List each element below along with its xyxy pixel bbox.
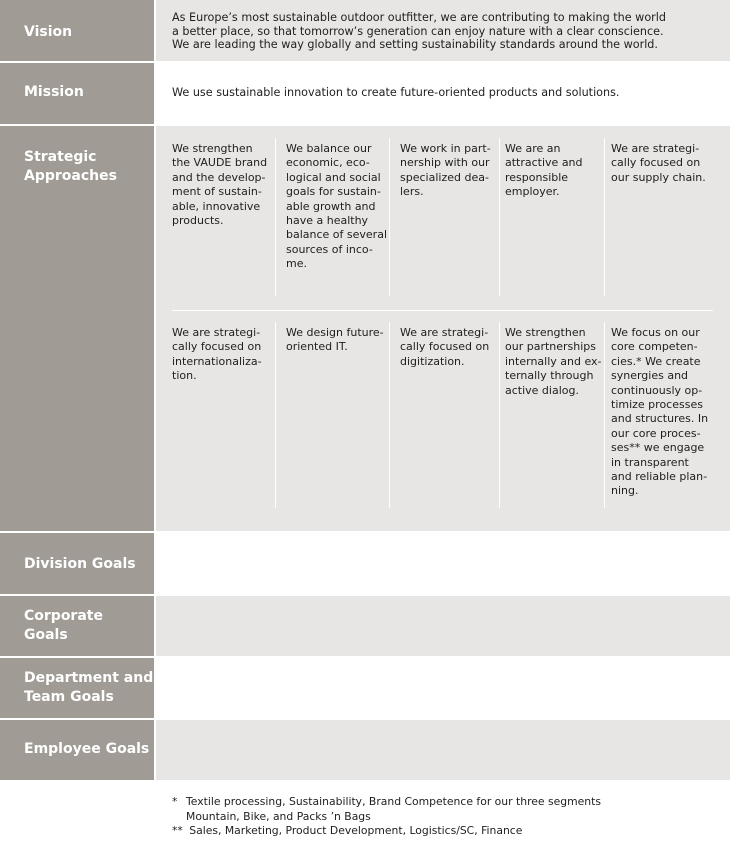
employee-label <box>0 720 154 780</box>
approach-line: responsible <box>505 170 569 184</box>
footnote-2-mark: ** <box>172 824 183 837</box>
column-divider <box>389 322 390 508</box>
approach-digitization <box>400 326 500 369</box>
approach-line: in transparent <box>611 455 689 469</box>
approach-line: our core proces- <box>611 426 701 440</box>
approach-line: goals for sustain- <box>286 185 381 199</box>
division-label-text: Division Goals <box>24 556 136 572</box>
approach-line: our partnerships <box>505 340 597 354</box>
approach-line: lers. <box>400 185 424 199</box>
strategic-label <box>0 126 154 531</box>
approach-line: cally focused on <box>611 156 701 170</box>
approach-line: We are strategi- <box>611 142 700 155</box>
corporate-label-line: Corporate <box>24 608 103 624</box>
division-content <box>156 533 730 594</box>
approach-line: and structures. In <box>611 412 709 426</box>
approach-line: cally focused on <box>400 340 490 354</box>
approach-balance <box>286 142 390 272</box>
approach-line: cally focused on <box>172 340 262 354</box>
approach-line: employer. <box>505 185 560 199</box>
approach-line: active dialog. <box>505 383 579 397</box>
footnote-1-mark: * <box>172 795 178 808</box>
approach-core-competencies <box>611 326 715 499</box>
approach-line: products. <box>172 214 224 228</box>
corporate-content <box>156 596 730 656</box>
approach-line: the VAUDE brand <box>172 156 268 170</box>
corporate-row <box>0 596 730 656</box>
strategic-content <box>156 126 730 531</box>
employee-content <box>156 720 730 780</box>
row-divider <box>172 310 713 311</box>
approach-line: specialized dea- <box>400 170 489 184</box>
employee-label-text: Employee Goals <box>24 741 150 757</box>
approach-line: and the develop- <box>172 170 266 184</box>
approach-line: oriented IT. <box>286 340 348 354</box>
approach-line: our supply chain. <box>611 170 706 184</box>
approach-internationalization <box>172 326 272 384</box>
division-row <box>0 533 730 594</box>
department-row <box>0 658 730 718</box>
approach-supply-chain <box>611 142 715 185</box>
approach-line: We balance our <box>286 142 372 155</box>
approach-line: internationaliza- <box>172 354 262 368</box>
approach-line: We strengthen <box>172 142 253 155</box>
approach-line: core competen- <box>611 340 698 354</box>
approach-dealers <box>400 142 500 200</box>
approach-line: timize processes <box>611 398 703 412</box>
approach-line: synergies and <box>611 369 689 383</box>
department-label <box>0 658 154 718</box>
strategic-row <box>0 126 730 531</box>
approach-brand <box>172 142 272 228</box>
mission-text: We use sustainable innovation to create future-oriented products and solutions. <box>172 86 620 99</box>
department-label-line: Team Goals <box>24 689 114 705</box>
column-divider <box>389 138 390 296</box>
column-divider <box>604 138 605 296</box>
department-content <box>156 658 730 718</box>
column-divider <box>499 138 500 296</box>
vision-row <box>0 0 730 61</box>
mission-label <box>0 63 154 124</box>
strategic-label-line: Strategic <box>24 149 97 165</box>
mission-label-text: Mission <box>24 84 84 100</box>
approach-line: tion. <box>172 369 197 383</box>
approach-line: We are an <box>505 142 561 155</box>
corporate-label <box>0 596 154 656</box>
approach-line: digitization. <box>400 354 465 368</box>
footnote-1-line: Textile processing, Sustainability, Brand Competence for our three segments <box>186 795 601 808</box>
approach-line: We are strategi- <box>172 326 261 339</box>
column-divider <box>275 138 276 296</box>
approach-employer <box>505 142 605 200</box>
approach-line: ternally through <box>505 369 594 383</box>
column-divider <box>604 322 605 508</box>
approach-line: ment of sustain- <box>172 185 262 199</box>
approach-line: We strengthen <box>505 326 586 339</box>
approach-line: ses** we engage <box>611 441 705 455</box>
approach-line: able growth and <box>286 199 376 213</box>
approach-line: sources of inco- <box>286 242 373 256</box>
vision-label <box>0 0 154 61</box>
approach-line: nership with our <box>400 156 490 170</box>
approach-line: able, innovative <box>172 199 261 213</box>
approach-line: and reliable plan- <box>611 470 708 484</box>
vision-line: We are leading the way globally and setting sustainability standards around the world. <box>172 38 658 52</box>
division-label <box>0 533 154 594</box>
strategic-label-line: Approaches <box>24 168 117 184</box>
approach-it <box>286 326 390 355</box>
mission-row <box>0 63 730 124</box>
approach-line: have a healthy <box>286 214 369 228</box>
approach-line: We work in part- <box>400 142 491 155</box>
footnote-1 <box>172 795 712 824</box>
mission-content <box>156 63 730 124</box>
vision-text <box>172 11 666 52</box>
approach-line: attractive and <box>505 156 583 170</box>
approach-line: internally and ex- <box>505 354 602 368</box>
approach-partnerships <box>505 326 605 398</box>
vision-line: As Europe’s most sustainable outdoor outfitter, we are contributing to making the world <box>172 11 666 24</box>
footnote-1-line: Mountain, Bike, and Packs ’n Bags <box>186 809 371 823</box>
vision-line: a better place, so that tomorrow’s generation can enjoy nature with a clear conscience. <box>172 24 664 38</box>
footnote-2-text: Sales, Marketing, Product Development, Logistics/SC, Finance <box>189 824 523 837</box>
corporate-label-line: Goals <box>24 627 68 643</box>
approach-line: balance of several <box>286 228 387 242</box>
approach-line: We focus on our <box>611 326 700 339</box>
approach-line: economic, eco- <box>286 156 370 170</box>
approach-line: ning. <box>611 484 639 498</box>
approach-line: continuously op- <box>611 383 703 397</box>
approach-line: We design future- <box>286 326 384 339</box>
approach-line: me. <box>286 257 307 271</box>
department-label-line: Department and <box>24 670 154 686</box>
approach-line: cies.* We create <box>611 354 701 368</box>
approach-line: logical and social <box>286 170 381 184</box>
vision-label-text: Vision <box>24 24 73 40</box>
footnote-2 <box>172 824 712 839</box>
employee-row <box>0 720 730 780</box>
approach-line: We are strategi- <box>400 326 489 339</box>
column-divider <box>499 322 500 508</box>
column-divider <box>275 322 276 508</box>
vision-content <box>156 0 730 61</box>
